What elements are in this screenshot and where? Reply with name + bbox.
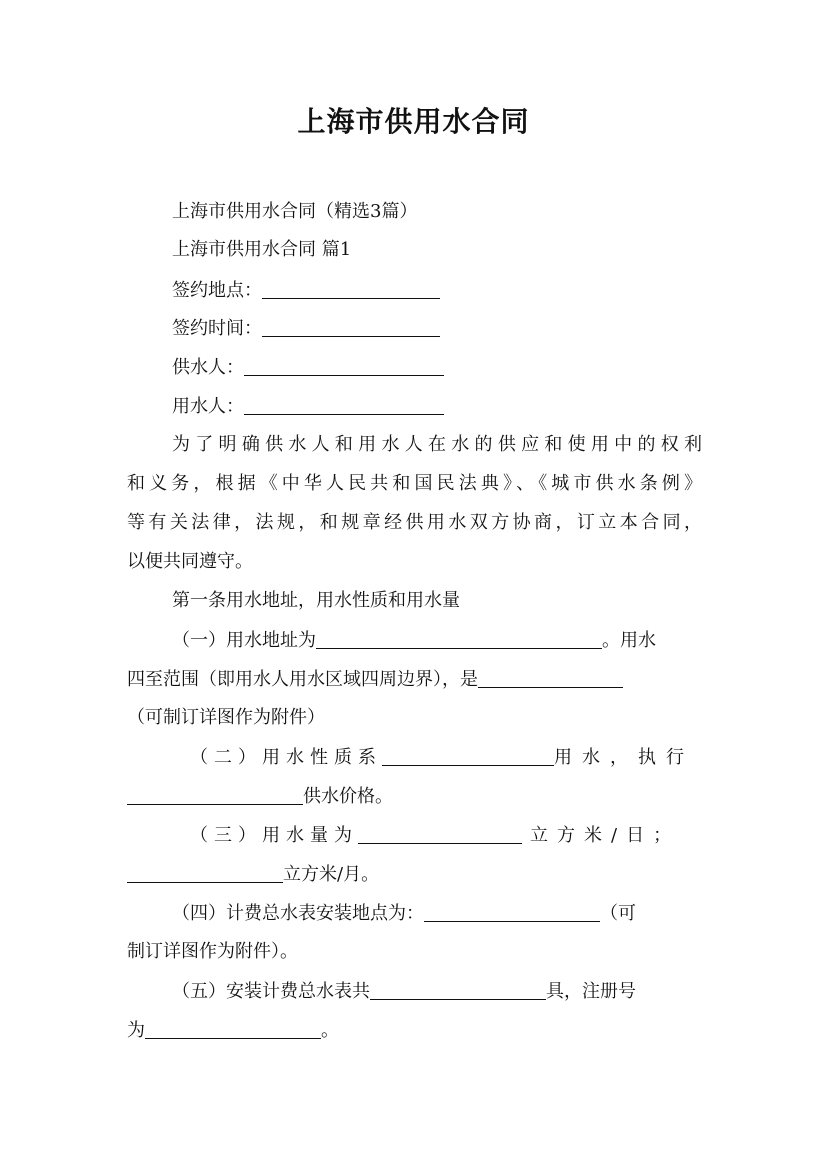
price-blank bbox=[127, 784, 303, 805]
daily-volume-blank bbox=[358, 823, 522, 844]
user-label: 用水人： bbox=[172, 396, 244, 417]
sign-place-line bbox=[172, 278, 747, 303]
document-title: 上海市供用水合同 bbox=[297, 105, 530, 138]
item-5-register-prefix: 为 bbox=[127, 1020, 145, 1041]
item-3-monthly-text: 立方米/月。 bbox=[283, 864, 380, 885]
item-1-line-3: （可制订详图作为附件） bbox=[127, 707, 325, 728]
item-2-line-1 bbox=[190, 745, 702, 770]
item-1-suffix: 。用水 bbox=[602, 630, 656, 651]
sign-time-label: 签约时间： bbox=[172, 318, 262, 339]
item-4-prefix: （四）计费总水表安装地点为： bbox=[172, 903, 424, 924]
boundary-blank bbox=[478, 667, 623, 688]
supplier-line bbox=[172, 355, 747, 380]
address-blank bbox=[316, 628, 602, 649]
subtitle-selected: 上海市供用水合同（精选3篇） bbox=[172, 201, 418, 222]
item-1-prefix: （一）用水地址为 bbox=[172, 630, 316, 651]
subtitle-part1: 上海市供用水合同 篇1 bbox=[172, 239, 352, 260]
item-4-line-2: 制订详图作为附件）。 bbox=[127, 941, 298, 962]
item-5-suffix: 具，注册号 bbox=[546, 981, 636, 1002]
sign-place-blank bbox=[262, 278, 440, 299]
preamble-line-4: 以便共同遵守。 bbox=[127, 551, 253, 572]
item-2-price-text: 供水价格。 bbox=[303, 786, 393, 807]
article-1-heading: 第一条用水地址，用水性质和用水量 bbox=[172, 590, 460, 611]
preamble-line-3: 等有关法律，法规，和规章经供用水双方协商，订立本合同， bbox=[127, 512, 702, 533]
item-4-suffix: （可 bbox=[600, 903, 636, 924]
user-line bbox=[172, 394, 747, 419]
user-blank bbox=[244, 394, 444, 415]
meter-location-blank bbox=[424, 901, 600, 922]
supplier-label: 供水人： bbox=[172, 357, 244, 378]
item-1-line-1 bbox=[172, 628, 702, 653]
sign-place-label: 签约地点： bbox=[172, 280, 262, 301]
monthly-volume-blank bbox=[127, 862, 283, 883]
item-3-line-2 bbox=[127, 862, 702, 887]
water-nature-blank bbox=[382, 745, 554, 766]
sign-time-line bbox=[172, 316, 747, 341]
preamble-line-2: 和义务，根据《中华人民共和国民法典》、《城市供水条例》 bbox=[127, 473, 702, 494]
supplier-blank bbox=[244, 355, 444, 376]
item-5-line-1 bbox=[172, 979, 702, 1004]
item-1-line-2 bbox=[127, 667, 702, 692]
preamble-line-1: 为了明确供水人和用水人在水的供应和使用中的权利 bbox=[172, 434, 702, 455]
item-5-register-suffix: 。 bbox=[321, 1020, 339, 1041]
item-1-boundary-text: 四至范围（即用水人用水区域四周边界），是 bbox=[127, 669, 478, 690]
item-5-prefix: （五）安装计费总水表共 bbox=[172, 981, 370, 1002]
item-2-line-2 bbox=[127, 784, 702, 809]
register-number-blank bbox=[145, 1018, 321, 1039]
sign-time-blank bbox=[262, 316, 440, 337]
item-3-line-1 bbox=[190, 823, 702, 848]
item-3-prefix: （三）用水量为 bbox=[190, 825, 358, 846]
item-2-suffix: 用水，执行 bbox=[554, 747, 694, 768]
meter-count-blank bbox=[370, 979, 546, 1000]
item-2-prefix: （二）用水性质系 bbox=[190, 747, 382, 768]
item-5-line-2 bbox=[127, 1018, 702, 1043]
item-4-line-1 bbox=[172, 901, 702, 926]
item-3-suffix: 立方米/日； bbox=[530, 825, 681, 846]
